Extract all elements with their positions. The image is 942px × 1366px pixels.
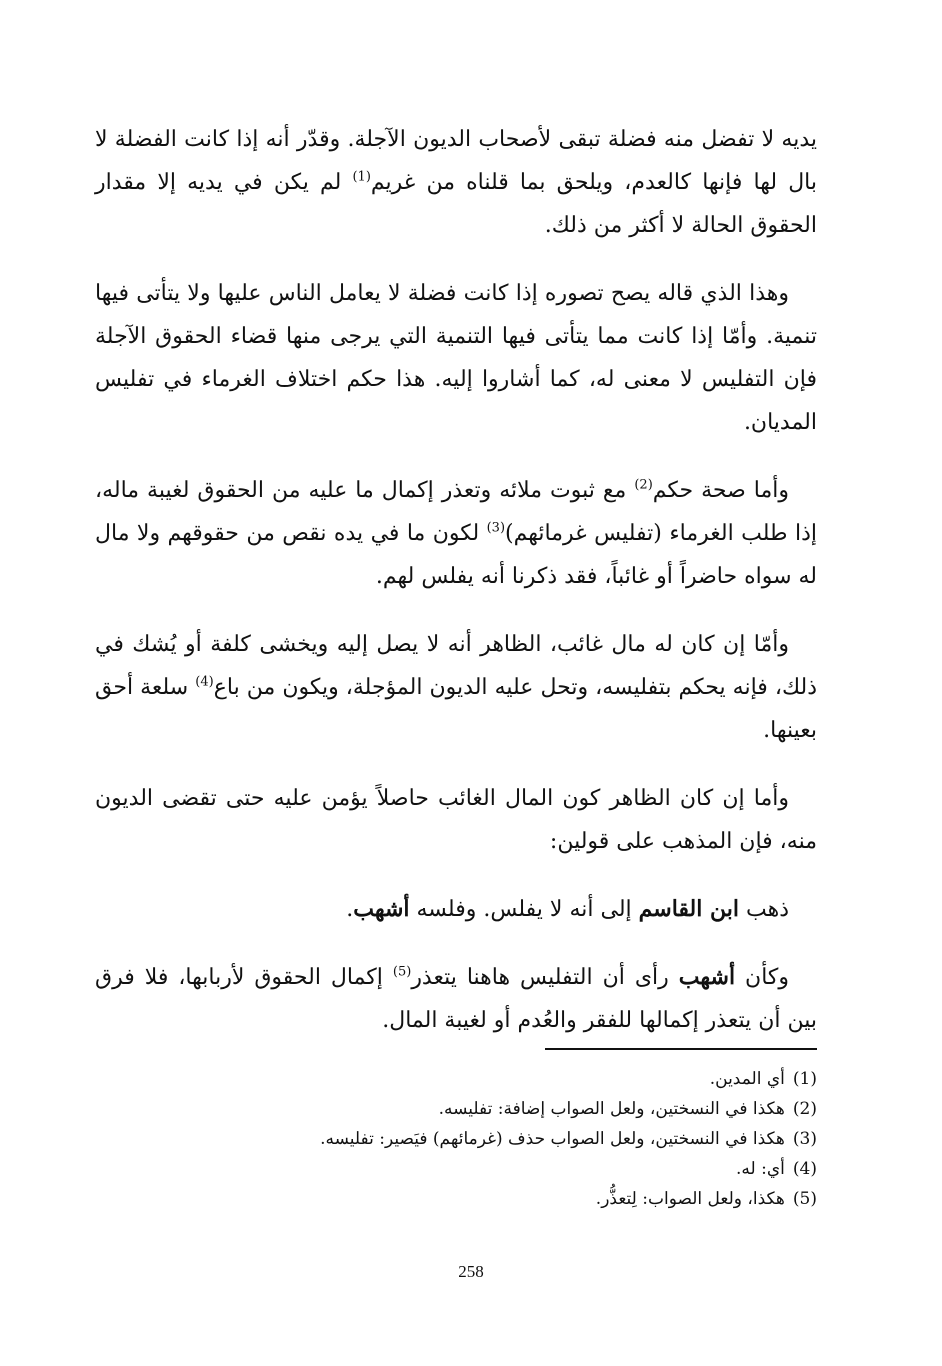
paragraph-4 (95, 623, 817, 752)
paragraph-5 (95, 777, 817, 863)
footnote-ref: (3) (486, 520, 506, 536)
page-number: 258 (458, 1262, 484, 1281)
text-segment: وكأن (735, 965, 789, 990)
footnotes (300, 1064, 817, 1214)
paragraph-1 (95, 118, 817, 247)
footnote-ref: (2) (634, 477, 653, 493)
main-text (95, 118, 817, 1067)
bold-name: أشهب (678, 964, 736, 990)
text-segment: وأمّا إن كان له مال غائب، الظاهر أنه لا يصل إليه ويخشى كلفة أو يُشك في ذلك، فإنه يحكم بتفليسه، وتحل عليه الديون المؤجلة، ويكون من باع (95, 632, 818, 700)
paragraph-7 (95, 956, 817, 1042)
footnote (300, 1154, 817, 1184)
text-segment: سلعة أحق بعينها. (95, 675, 817, 743)
footnote-number: (2) (792, 1099, 817, 1119)
bold-name: ابن القاسم (638, 896, 739, 922)
footnote-ref: (5) (392, 964, 412, 980)
text-segment: مع ثبوت ملائه وتعذر إكمال ما عليه من الحقوق لغيبة ماله، إذا طلب الغرماء (تفليس غرمائهم) (95, 478, 818, 546)
text-segment: ذهب (739, 897, 789, 922)
footnote-text: هكذا في النسختين، ولعل الصواب حذف (غرمائهم) فيَصير: تفليسه. (320, 1129, 785, 1149)
paragraph-6 (95, 888, 817, 931)
footnote-text: هكذا، ولعل الصواب: لِتعذُّر. (595, 1189, 785, 1209)
paragraph-3 (95, 469, 817, 598)
text-segment: وأما صحة حكم (652, 478, 790, 503)
footnote (300, 1064, 817, 1094)
text-segment: وهذا الذي قاله يصح تصوره إذا كانت فضلة لا يعامل الناس عليها ولا يتأتى فيها تنمية. وأمّا إذا كانت مما يتأتى فيها التنمية التي يرجى منها قضاء الحقوق الآجلة فإن التفليس لا معنى له، كما أشاروا إليه. هذا حكم اختلاف الغرماء في تفليس المديان. (95, 281, 817, 435)
bold-name: أشهب (353, 896, 410, 922)
footnote-number: (3) (792, 1129, 817, 1149)
paragraph-2 (95, 272, 817, 444)
text-segment: إكمال الحقوق لأربابها، فلا فرق بين أن يتعذر إكمالها للفقر والعُدم أو لغيبة المال. (95, 965, 817, 1033)
footnote-text: أي المدين. (709, 1069, 785, 1089)
text-segment: . (346, 897, 354, 922)
footnote-ref: (1) (352, 169, 371, 185)
footnote-ref: (4) (195, 674, 214, 690)
text-segment: إلى أنه لا يفلس. وفلسه (409, 897, 639, 922)
footnote (300, 1094, 817, 1124)
text-segment: لكون ما في يده نقص من حقوقهم ولا مال له سواه حاضراً أو غائباً، فقد ذكرنا أنه يفلس لهم. (95, 521, 817, 589)
footnote-separator (545, 1048, 817, 1050)
footnote-number: (4) (792, 1159, 817, 1179)
footnote-number: (5) (792, 1189, 817, 1209)
text-segment: رأى أن التفليس هاهنا يتعذر (411, 965, 679, 990)
footnote-text: أي: له. (736, 1159, 785, 1179)
text-segment: وأما إن كان الظاهر كون المال الغائب حاصلاً يؤمن عليه حتى تقضى الديون منه، فإن المذهب على قولين: (95, 786, 817, 854)
text-segment: لم يكن في يديه إلا مقدار الحقوق الحالة لا أكثر من ذلك. (95, 170, 817, 238)
footnote-text: هكذا في النسختين، ولعل الصواب إضافة: تفليسه. (438, 1099, 785, 1119)
text-segment: يديه لا تفضل منه فضلة تبقى لأصحاب الديون الآجلة. وقدّر أنه إذا كانت الفضلة لا بال لها فإنها كالعدم، ويلحق بما قلناه من غريم (95, 127, 818, 195)
footnote (300, 1184, 817, 1214)
footnote-number: (1) (792, 1069, 817, 1089)
footnote (300, 1124, 817, 1154)
